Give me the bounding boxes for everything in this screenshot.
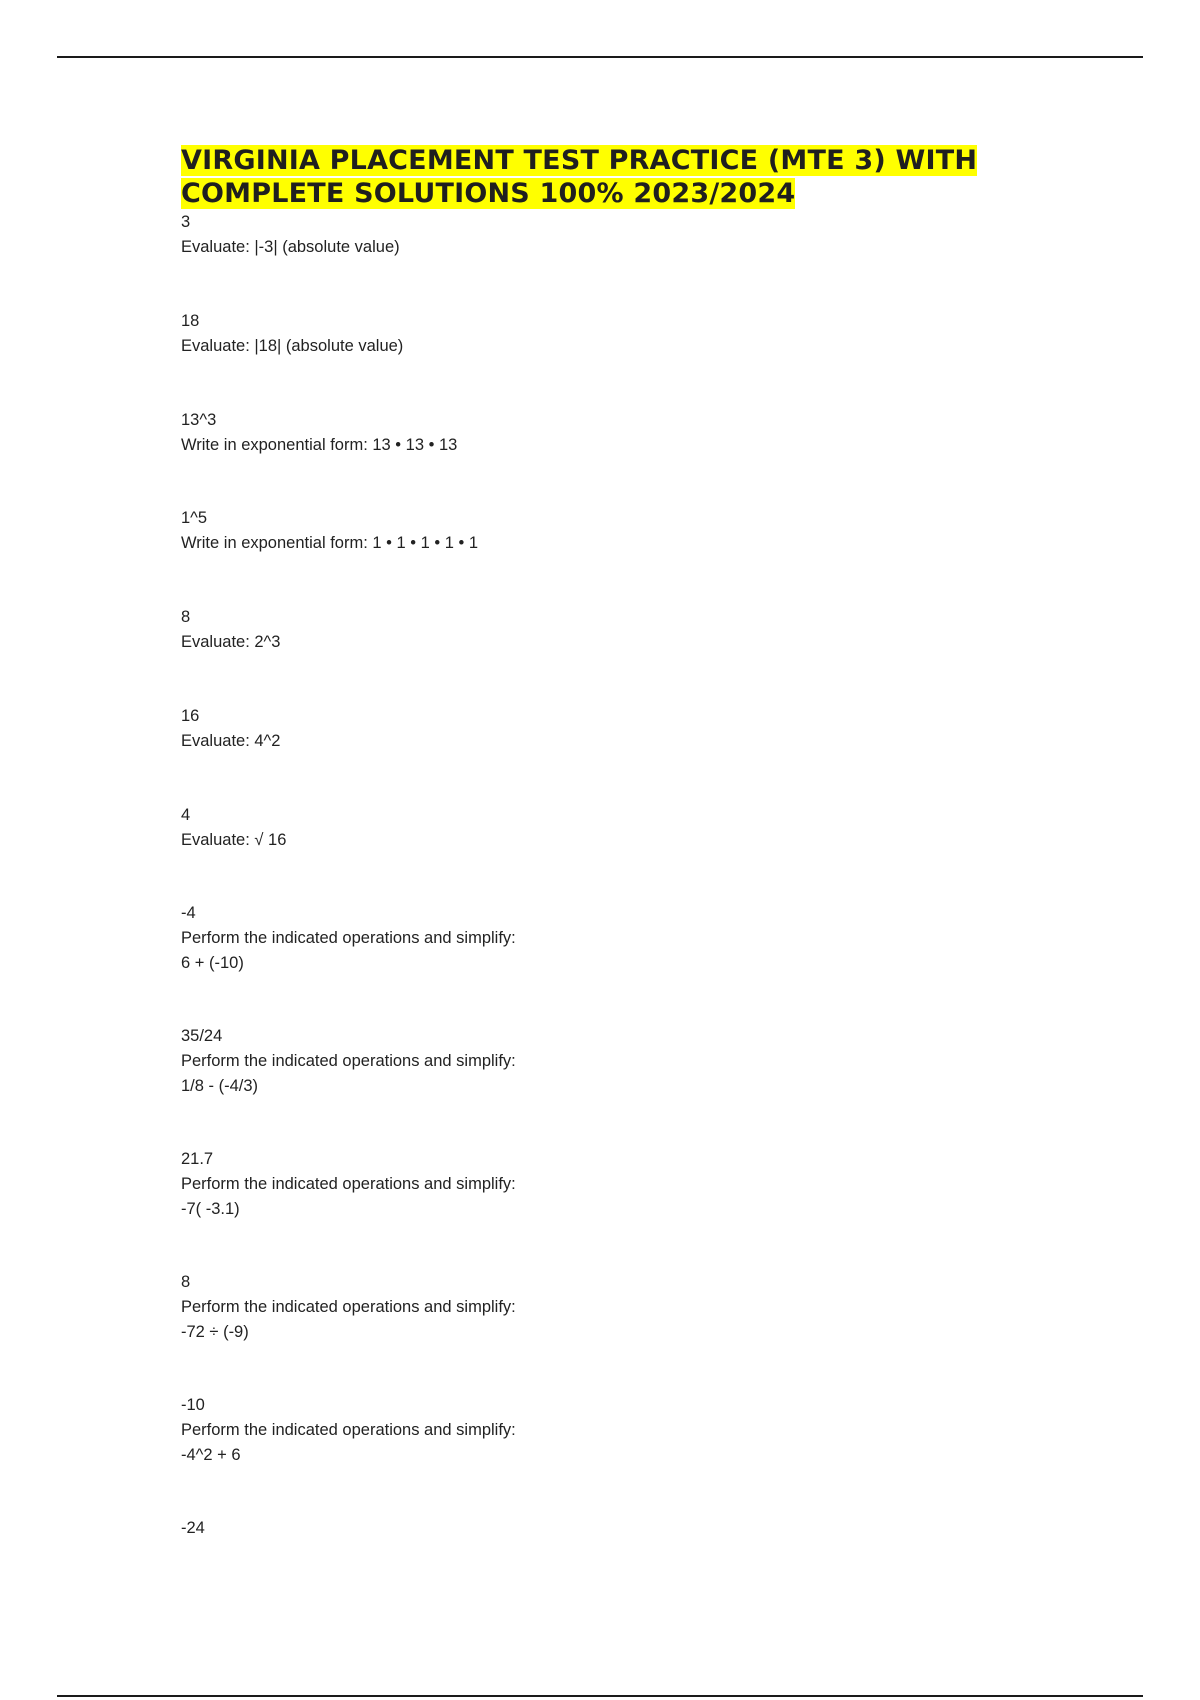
question-expression: -7( -3.1) xyxy=(181,1200,240,1218)
answer-text: 13^3 xyxy=(181,411,217,429)
answer-text: -4 xyxy=(181,904,196,922)
question-text: Perform the indicated operations and simplify: xyxy=(181,1421,516,1439)
qa-item xyxy=(181,803,286,853)
question-expression: -72 ÷ (-9) xyxy=(181,1323,249,1341)
qa-item xyxy=(181,1393,516,1468)
qa-item xyxy=(181,1270,516,1345)
qa-item xyxy=(181,1024,516,1099)
question-text: Perform the indicated operations and simplify: xyxy=(181,929,516,947)
answer-text: 35/24 xyxy=(181,1027,223,1045)
header-rule xyxy=(57,56,1143,58)
qa-item xyxy=(181,408,457,458)
question-text: Evaluate: √ 16 xyxy=(181,831,287,849)
qa-item xyxy=(181,704,280,754)
footer-rule xyxy=(57,1695,1143,1697)
qa-item xyxy=(181,210,400,260)
question-expression: 6 + (-10) xyxy=(181,954,244,972)
qa-item xyxy=(181,309,403,359)
answer-text: 21.7 xyxy=(181,1150,214,1168)
answer-text: 1^5 xyxy=(181,509,208,527)
question-text: Evaluate: 4^2 xyxy=(181,732,281,750)
answer-text: 4 xyxy=(181,806,191,824)
answer-text: 16 xyxy=(181,707,200,725)
qa-item xyxy=(181,901,516,976)
answer-text: -10 xyxy=(181,1396,205,1414)
question-text: Perform the indicated operations and simplify: xyxy=(181,1052,516,1070)
document-body xyxy=(181,144,1081,1537)
document-title: VIRGINIA PLACEMENT TEST PRACTICE (MTE 3) WITH COMPLETE SOLUTIONS 100% 2023/2024 xyxy=(181,145,978,209)
question-text: Evaluate: |18| (absolute value) xyxy=(181,337,404,355)
question-text: Perform the indicated operations and simplify: xyxy=(181,1298,516,1316)
question-expression: -4^2 + 6 xyxy=(181,1446,241,1464)
answer-text: 3 xyxy=(181,213,191,231)
question-text: Perform the indicated operations and simplify: xyxy=(181,1175,516,1193)
qa-item xyxy=(181,1147,516,1222)
answer-text: 8 xyxy=(181,1273,191,1291)
question-text: Evaluate: |-3| (absolute value) xyxy=(181,238,400,256)
answer-text: 18 xyxy=(181,312,200,330)
qa-item xyxy=(181,1516,205,1541)
question-text: Write in exponential form: 1 • 1 • 1 • 1 • 1 xyxy=(181,534,479,552)
answer-text: -24 xyxy=(181,1519,205,1537)
qa-item xyxy=(181,605,280,655)
qa-item xyxy=(181,506,478,556)
question-text: Write in exponential form: 13 • 13 • 13 xyxy=(181,436,458,454)
question-text: Evaluate: 2^3 xyxy=(181,633,281,651)
question-expression: 1/8 - (-4/3) xyxy=(181,1077,259,1095)
answer-text: 8 xyxy=(181,608,191,626)
